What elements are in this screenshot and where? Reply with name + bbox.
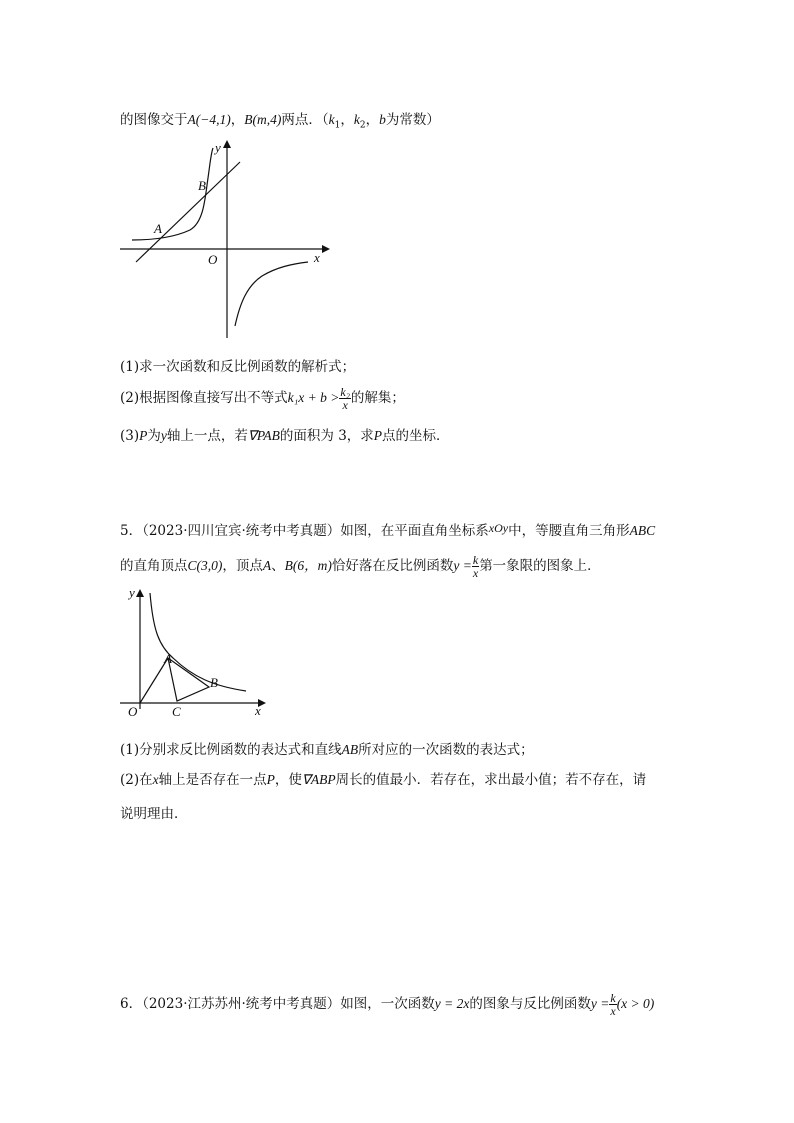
- point-a-label: A: [154, 221, 162, 236]
- q4-sub3: [120, 424, 450, 444]
- x-axis-arrow: [322, 245, 330, 253]
- x-axis-label: x: [314, 250, 320, 265]
- sub2-text: (2)根据图像直接写出不等式: [120, 390, 288, 406]
- q5-sub2-text: (2)在: [120, 772, 153, 788]
- comma: ，: [340, 112, 354, 128]
- function-expr: y =: [453, 558, 472, 573]
- subscript: 1: [334, 120, 341, 131]
- fraction-denominator: x: [472, 566, 479, 580]
- q5-sub2-text: 轴上是否存在一点: [158, 772, 267, 788]
- point-c-label: C: [172, 704, 181, 718]
- k-symbol: k: [328, 112, 335, 127]
- y-axis-label: y: [215, 140, 221, 155]
- q5-text: 第一象限的图象上．: [479, 558, 601, 574]
- x-symbol: x: [152, 772, 159, 787]
- sub3-text: (3): [120, 428, 140, 444]
- y-axis-label: y: [129, 585, 135, 600]
- q5-text: 的直角顶点: [120, 558, 188, 574]
- sub3-text: 点的坐标．: [382, 428, 450, 444]
- function-expr: y =: [590, 996, 610, 1011]
- fraction-denominator: x: [342, 398, 348, 412]
- sub3-text: 轴上一点，若: [166, 428, 248, 444]
- point-c-coord: C(3,0): [187, 558, 223, 573]
- q6-text: 的图象与反比例函数: [469, 996, 591, 1012]
- sub2-text: 的解集；: [350, 390, 405, 406]
- q5-sub1-text: 所对应的一次函数的表达式；: [358, 742, 534, 758]
- q4-intro-text: 的图像交于: [120, 112, 188, 128]
- q4-graph-figure: [112, 138, 332, 343]
- point-b-label: B: [198, 178, 206, 193]
- q5-line1: [120, 519, 655, 539]
- q4-intro-text: 为常数）: [385, 112, 440, 128]
- triangle-pab: ∇PAB: [247, 428, 280, 443]
- point-p: P: [266, 772, 275, 787]
- triangle-abp: ∇ABP: [301, 772, 336, 787]
- point-a-coord: A(−4,1): [187, 112, 231, 127]
- point-a-label: A: [164, 651, 172, 666]
- fraction: [339, 386, 351, 411]
- fraction-numerator: k: [472, 553, 479, 567]
- fraction-denominator: x: [610, 1004, 616, 1018]
- point-b-label: B: [210, 675, 218, 690]
- q5-text: 恰好落在反比例函数: [331, 558, 454, 574]
- q5-sub2: [120, 768, 646, 788]
- q5-sub2-text: ，使: [274, 772, 302, 788]
- subscript: 2: [359, 120, 366, 131]
- fraction-numerator: k₂: [340, 385, 350, 399]
- sub3-text: 为: [147, 428, 161, 444]
- point-b-coord: B(m,4): [244, 112, 282, 127]
- q5-sub1-text: (1)分别求反比例函数的表达式和直线: [120, 742, 342, 758]
- q6-header: 6．（2023·江苏苏州·统考中考真题）如图，一次函数: [120, 996, 435, 1012]
- line-ab: AB: [341, 742, 359, 757]
- q4-intro-text: 两点．（: [281, 112, 329, 128]
- y-axis-arrow: [136, 589, 144, 597]
- y-symbol: y: [160, 428, 167, 443]
- fraction: [609, 992, 616, 1017]
- point-p: P: [139, 428, 148, 443]
- comma: ，: [230, 112, 245, 128]
- q5-sub2-continued: 说明理由．: [120, 806, 188, 822]
- sub3-text: 的面积为 3，求: [279, 428, 374, 444]
- hyperbola-branch-right: [235, 262, 308, 326]
- q4-sub2: [120, 386, 405, 411]
- fraction-numerator: k: [610, 991, 616, 1005]
- point-b-coord: B(6，m): [284, 558, 332, 573]
- comma: ，: [365, 112, 380, 128]
- coord-system: xOy: [488, 521, 509, 535]
- k-symbol: k: [353, 112, 360, 127]
- q4-intro-line: [120, 108, 440, 131]
- linear-function-line: [136, 162, 240, 262]
- domain-condition: (x > 0): [616, 996, 655, 1011]
- q5-text: ，顶点: [222, 558, 263, 574]
- q5-header: 5．（2023·四川宜宾·统考中考真题）如图，在平面直角坐标系: [120, 523, 489, 539]
- q5-graph-figure: [118, 583, 273, 718]
- q5-line2: [120, 554, 601, 579]
- y-axis-arrow: [223, 140, 231, 148]
- origin-label: O: [208, 252, 218, 267]
- q6-line: [120, 992, 654, 1017]
- linear-function-expr: y = 2x: [434, 996, 470, 1011]
- q4-sub1: (1)求一次函数和反比例函数的解析式；: [120, 359, 356, 375]
- point-p: P: [373, 428, 383, 443]
- origin-label: O: [128, 704, 138, 718]
- q5-text: 、: [271, 558, 285, 574]
- q5-sub1: [120, 738, 534, 758]
- hyperbola-curve: [150, 593, 246, 691]
- b-symbol: b: [379, 112, 386, 127]
- inequality-expression: k₁x + b >: [287, 390, 340, 405]
- q5-text: 中，等腰直角三角形: [508, 523, 630, 539]
- x-axis-label: x: [255, 703, 261, 718]
- q5-sub2-text: 周长的值最小．若存在，求出最小值；若不存在，请: [335, 772, 647, 788]
- triangle-abc: ABC: [629, 523, 656, 538]
- point-a: A: [262, 558, 272, 573]
